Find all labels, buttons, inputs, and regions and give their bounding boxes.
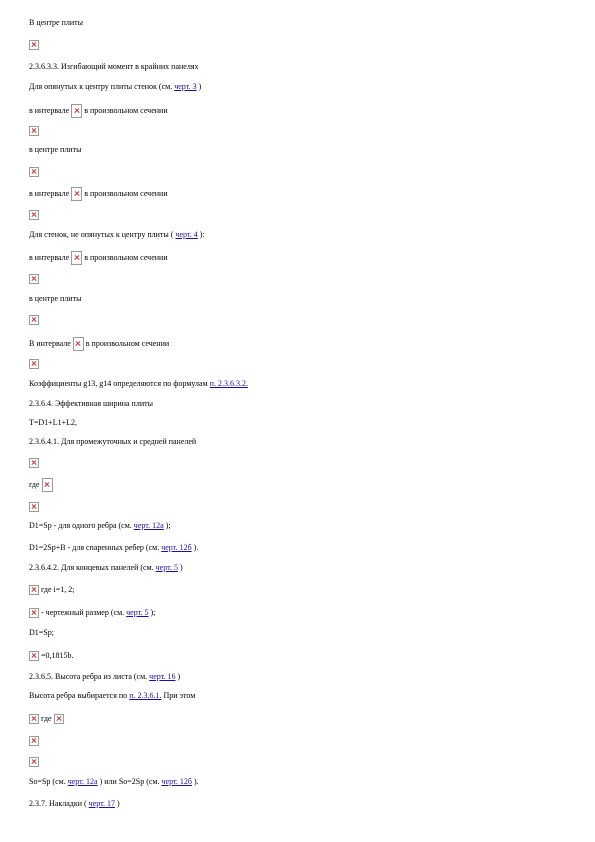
text: ). xyxy=(193,543,199,552)
text: 2.3.6.5. Высота ребра из листа (см. xyxy=(29,672,148,681)
section-heading xyxy=(29,797,120,810)
text: 2.3.6.4.2. Для концевых панелей (см. xyxy=(29,563,154,572)
formula-line xyxy=(29,456,39,469)
link-chert-12a[interactable]: черт. 12а xyxy=(67,777,98,786)
text-line xyxy=(29,541,198,554)
text: При этом xyxy=(163,691,196,700)
link-chert-17[interactable]: черт. 17 xyxy=(88,799,116,808)
text-line xyxy=(29,606,155,619)
text-line xyxy=(29,143,81,156)
broken-image-icon xyxy=(29,126,39,136)
text: где xyxy=(41,714,52,723)
text: в интервале xyxy=(29,106,70,115)
text: В центре плиты xyxy=(29,18,84,27)
formula-line xyxy=(29,313,39,326)
broken-image-icon xyxy=(29,502,39,512)
broken-image-icon xyxy=(71,104,82,118)
text: в произвольном сечении xyxy=(85,339,170,348)
broken-image-icon xyxy=(29,167,39,177)
text: ) xyxy=(117,799,120,808)
text: D1=Sp; xyxy=(29,628,54,637)
text-line xyxy=(29,416,77,429)
text: ) xyxy=(198,82,202,91)
link-chert-3[interactable]: черт. 3 xyxy=(174,82,197,91)
text: в произвольном сечении xyxy=(84,189,168,198)
text: 2.3.7. Накладки ( xyxy=(29,799,87,808)
broken-image-icon xyxy=(29,458,39,468)
broken-image-icon xyxy=(29,757,39,767)
text: ) xyxy=(177,672,181,681)
text: в произвольном сечении xyxy=(84,253,168,262)
section-heading xyxy=(29,397,153,410)
link-p-2-3-6-1[interactable]: п. 2.3.6.1. xyxy=(129,691,162,700)
link-chert-4[interactable]: черт. 4 xyxy=(175,230,198,239)
text: ); xyxy=(150,608,156,617)
text-line xyxy=(29,377,248,390)
text: в центре плиты xyxy=(29,145,82,154)
text-line xyxy=(29,337,169,350)
text: =0,1815b. xyxy=(41,651,74,660)
text: 2.3.6.3.3. Изгибающий момент в крайних панелях xyxy=(29,62,199,71)
broken-image-icon xyxy=(29,40,39,50)
link-chert-5[interactable]: черт. 5 xyxy=(155,563,179,572)
formula-line xyxy=(29,272,39,285)
text: в интервале xyxy=(29,189,70,198)
text: В интервале xyxy=(29,339,71,348)
section-heading xyxy=(29,561,183,574)
text-line xyxy=(29,478,53,491)
broken-image-icon xyxy=(54,714,64,724)
formula-line xyxy=(29,124,39,137)
text: 2.3.6.4.1. Для промежуточных и средней панелей xyxy=(29,437,197,446)
text-line xyxy=(29,519,171,532)
link-chert-16[interactable]: черт. 16 xyxy=(149,672,176,681)
text: So=Sp (см. xyxy=(29,777,66,786)
text: где xyxy=(29,480,40,489)
broken-image-icon xyxy=(29,359,39,369)
broken-image-icon xyxy=(73,337,84,351)
text-line xyxy=(29,292,81,305)
formula-line xyxy=(29,208,39,221)
text: ); xyxy=(165,521,171,530)
broken-image-icon xyxy=(29,651,39,661)
text: в интервале xyxy=(29,253,70,262)
text-line xyxy=(29,16,83,29)
link-chert-12a[interactable]: черт. 12а xyxy=(133,521,164,530)
text-line xyxy=(29,775,199,788)
link-chert-12b[interactable]: черт. 12б xyxy=(161,543,192,552)
text-line xyxy=(29,649,74,662)
text-line xyxy=(29,251,168,264)
broken-image-icon xyxy=(71,187,82,201)
section-heading xyxy=(29,60,199,73)
text-line xyxy=(29,187,168,200)
broken-image-icon xyxy=(29,585,39,595)
broken-image-icon xyxy=(29,274,39,284)
text: ) или So=2Sp (см. xyxy=(99,777,160,786)
link-chert-5[interactable]: черт. 5 xyxy=(126,608,149,617)
text-line xyxy=(29,104,168,117)
section-heading xyxy=(29,670,180,683)
text-line xyxy=(29,228,205,241)
broken-image-icon xyxy=(29,210,39,220)
text-line xyxy=(29,626,54,639)
text: D1=Sp - для одного ребра (см. xyxy=(29,521,132,530)
text: ) xyxy=(180,563,183,572)
broken-image-icon xyxy=(29,608,39,618)
formula-line xyxy=(29,357,39,370)
formula-line xyxy=(29,38,39,51)
text: Высота ребра выбирается по xyxy=(29,691,128,700)
text: - чертежный размер (см. xyxy=(41,608,125,617)
text: ). xyxy=(193,777,199,786)
text: D1=2Sp+B - для спаренных ребер (см. xyxy=(29,543,160,552)
text: где i=1, 2; xyxy=(41,585,75,594)
section-heading xyxy=(29,435,196,448)
text-line xyxy=(29,80,201,93)
link-p-2-3-6-3-2[interactable]: п. 2.3.6.3.2. xyxy=(209,379,248,388)
text: ): xyxy=(199,230,205,239)
link-chert-12b[interactable]: черт. 12б xyxy=(161,777,192,786)
text: в произвольном сечении xyxy=(84,106,168,115)
broken-image-icon xyxy=(29,315,39,325)
text: Коэффициенты g13, g14 определяются по формулам xyxy=(29,379,208,388)
formula-line xyxy=(29,755,39,768)
text: Для опянутых к центру плиты стенок (см. xyxy=(29,82,173,91)
text: T=D1+L1+L2, xyxy=(29,418,77,427)
text: 2.3.6.4. Эффективная ширина плиты xyxy=(29,399,153,408)
formula-line xyxy=(29,734,39,747)
broken-image-icon xyxy=(71,251,82,265)
text-line xyxy=(29,583,74,596)
text-line xyxy=(29,689,195,702)
formula-line xyxy=(29,165,39,178)
broken-image-icon xyxy=(29,736,39,746)
broken-image-icon xyxy=(29,714,39,724)
formula-line xyxy=(29,500,39,513)
broken-image-icon xyxy=(42,478,53,492)
text-line xyxy=(29,712,64,725)
text: Для стенок, не опянутых к центру плиты ( xyxy=(29,230,174,239)
text: в центре плиты xyxy=(29,294,82,303)
